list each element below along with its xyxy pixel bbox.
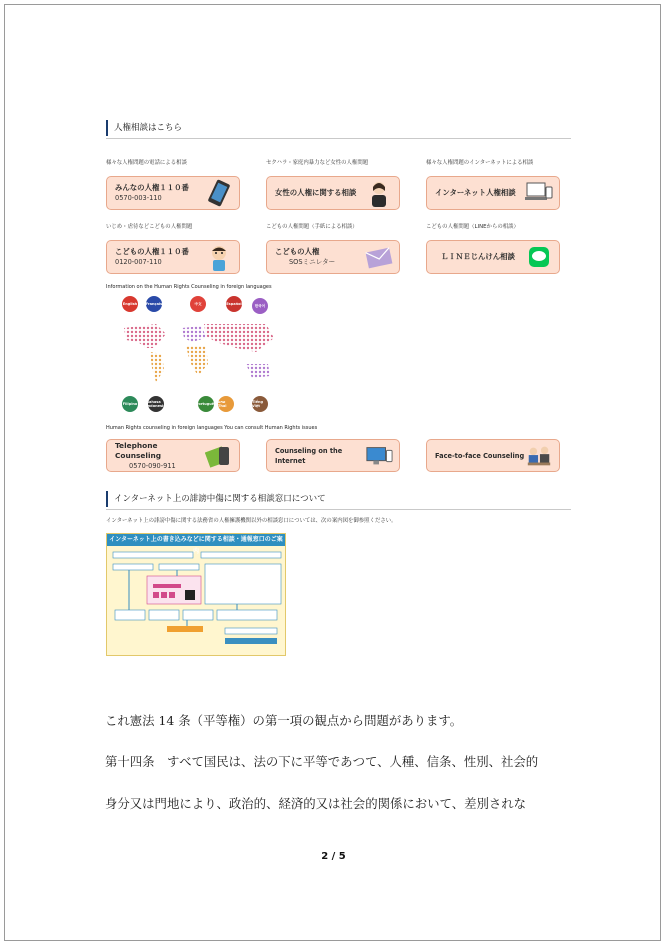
consultation-flyer-image[interactable]: [106, 533, 286, 656]
woman-operator-icon: [365, 179, 393, 207]
telephone-number: 0570-090-911: [129, 461, 176, 470]
line-jinken-consult-button[interactable]: [426, 240, 560, 274]
flyer-title: インターネット上の書き込みなどに関する相談・通報窓口のご案内: [107, 534, 285, 546]
women-rights-consult-button[interactable]: [266, 176, 400, 210]
internet-rights-consult-button[interactable]: [426, 176, 560, 210]
meeting-people-icon: [525, 442, 553, 470]
line-button-text: ＬＩＮＥじんけん相談: [441, 252, 515, 261]
smartphone-icon: [205, 179, 233, 207]
category-internet-label: 様々な人権問題のインターネットによる相談: [426, 160, 534, 166]
spanish-bubble[interactable]: Español: [226, 296, 242, 312]
internet-defamation-heading: インターネット上の誹謗中傷に関する相談窓口について: [106, 491, 571, 507]
article-14-line-1: 第十四条 すべて国民は、法の下に平等であつて、人種、信条、性別、社会的: [105, 754, 539, 769]
tablet-phone-icon: [205, 442, 233, 470]
foreign-consult-label: Human Rights counseling in foreign languages You can consult Human Rights issues: [106, 425, 318, 431]
computer-icon: [525, 179, 553, 207]
korean-bubble[interactable]: 한국어: [252, 298, 268, 314]
internet-counseling-button[interactable]: [266, 439, 400, 472]
defamation-note: インターネット上の誹謗中傷に関する法務省の人権擁護機関以外の相談窓口については、次の案内図を御参照ください。: [106, 518, 397, 524]
sos-subtitle: SOSミニレター: [289, 258, 336, 266]
minna-jinken-110-button[interactable]: [106, 176, 240, 210]
category-children-letter-label: こどもの人権問題（手紙による相談）: [266, 224, 358, 230]
sos-title: こどもの人権: [275, 247, 320, 256]
sos-button-text: [267, 247, 365, 267]
telephone-counseling-button[interactable]: [106, 439, 240, 472]
category-children-line-label: こどもの人権問題（LINEからの相談）: [426, 224, 519, 230]
flyer-flowchart: [107, 546, 286, 656]
telephone-title: Telephone Counseling: [115, 440, 162, 460]
foreign-info-label: Information on the Human Rights Counseling in foreign languages: [106, 284, 272, 290]
kodomo-button-text: [107, 247, 205, 267]
world-map-dots: [106, 318, 286, 388]
portuguese-bubble[interactable]: Português: [198, 396, 214, 412]
internet-counseling-text: Counseling on the Internet: [275, 446, 343, 465]
internet-button-text: インターネット人権相談: [435, 188, 516, 197]
minna-title: みんなの人権１１０番: [115, 183, 189, 192]
category-women-label: セクハラ・家庭内暴力など女性の人権問題: [266, 160, 369, 166]
thai-bubble[interactable]: ລາວ Thai: [218, 396, 234, 412]
kodomo-jinken-110-button[interactable]: [106, 240, 240, 274]
minna-button-text: [107, 183, 205, 203]
crying-child-icon: [205, 243, 233, 271]
vietnamese-bubble[interactable]: Tiếng Việt: [252, 396, 268, 412]
filipino-bubble[interactable]: Filipino: [122, 396, 138, 412]
minna-phone: 0570-003-110: [115, 194, 162, 202]
sos-mini-letter-button[interactable]: [266, 240, 400, 274]
category-phone-label: 様々な人権問題の電話による相談: [106, 160, 187, 166]
envelope-icon: [365, 243, 393, 271]
page-number: 2 / 5: [321, 851, 346, 862]
english-bubble[interactable]: English: [122, 296, 138, 312]
chinese-bubble[interactable]: 中文: [190, 296, 206, 312]
telephone-button-text: [107, 441, 205, 471]
kodomo-title: こどもの人権１１０番: [115, 247, 189, 256]
women-button-text: 女性の人権に関する相談: [275, 188, 357, 197]
face-to-face-counseling-button[interactable]: [426, 439, 560, 472]
human-rights-consult-heading: 人権相談はこちら: [106, 120, 571, 136]
article-14-line-2: 身分又は門地により、政治的、経済的又は社会的関係において、差別されな: [105, 796, 527, 811]
indonesian-bubble[interactable]: Bahasa Indonesia: [148, 396, 164, 412]
category-children-bully-label: いじめ・虐待などこどもの人権問題: [106, 224, 193, 230]
body-paragraph-1: これ憲法 14 条（平等権）の第一項の観点から問題があります。: [105, 713, 463, 728]
monitor-icon: [365, 442, 393, 470]
french-bubble[interactable]: Français: [146, 296, 162, 312]
kodomo-phone: 0120-007-110: [115, 258, 162, 266]
line-app-icon: [525, 243, 553, 271]
world-map-graphic: [106, 292, 286, 417]
face-to-face-text: Face-to-face Counseling: [435, 451, 525, 460]
